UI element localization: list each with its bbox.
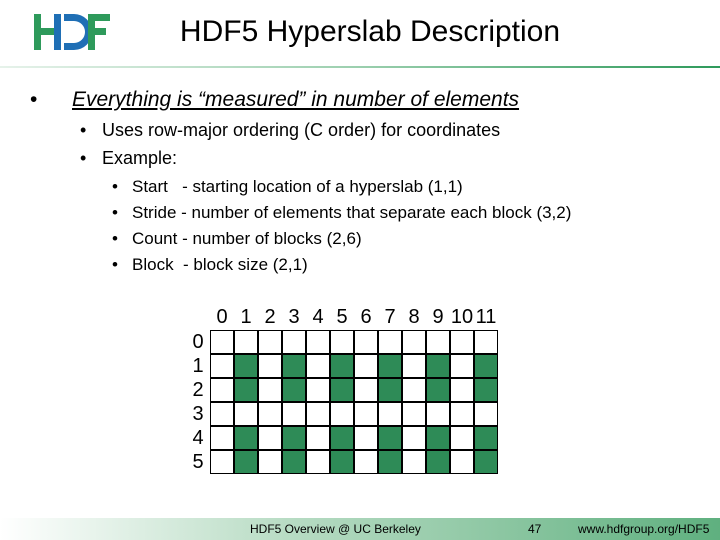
selected-grid-cell (234, 426, 258, 450)
column-index-label: 8 (408, 306, 420, 328)
grid-cell (450, 330, 474, 354)
column-index-label: 10 (450, 306, 474, 328)
bullet-dot: • (112, 177, 118, 196)
example-item (112, 229, 362, 249)
grid-cell (402, 330, 426, 354)
grid-cell (234, 330, 258, 354)
grid-cell (258, 354, 282, 378)
sub-bullet (80, 148, 177, 169)
grid-cell (258, 402, 282, 426)
grid-cell (450, 402, 474, 426)
row-index-label: 3 (192, 403, 204, 425)
row-index-label: 5 (192, 451, 204, 473)
grid-cell (306, 354, 330, 378)
column-index-label: 5 (336, 306, 348, 328)
grid-cell (402, 402, 426, 426)
selected-grid-cell (426, 450, 450, 474)
example-item (112, 255, 308, 275)
example-item-text: Block - block size (2,1) (132, 255, 308, 274)
selected-grid-cell (282, 450, 306, 474)
row-index-label: 0 (192, 331, 204, 353)
selected-grid-cell (474, 450, 498, 474)
selected-grid-cell (474, 354, 498, 378)
bullet-dot: • (80, 148, 87, 168)
row-index-label: 4 (192, 427, 204, 449)
grid-cell (450, 354, 474, 378)
selected-grid-cell (474, 378, 498, 402)
column-index-labels (0, 306, 720, 330)
grid-cell (402, 378, 426, 402)
column-index-label: 2 (264, 306, 276, 328)
hdf-logo (32, 10, 112, 54)
grid-cell (426, 330, 450, 354)
bullet-dot: • (112, 203, 118, 222)
grid-cell (354, 426, 378, 450)
selected-grid-cell (282, 426, 306, 450)
footer-left: HDF5 Overview @ UC Berkeley (250, 522, 421, 536)
main-bullet-text: Everything is “measured” in number of elements (72, 88, 520, 111)
selected-grid-cell (426, 354, 450, 378)
row-index-label: 2 (192, 379, 204, 401)
grid-cell (450, 450, 474, 474)
row-index-label: 1 (192, 355, 204, 377)
column-index-label: 9 (432, 306, 444, 328)
selected-grid-cell (330, 426, 354, 450)
grid-cell (258, 330, 282, 354)
grid-cell (402, 450, 426, 474)
selected-grid-cell (330, 378, 354, 402)
grid-cell (210, 378, 234, 402)
example-item (112, 203, 571, 223)
grid-cell (330, 402, 354, 426)
bullet-dot: • (30, 88, 38, 111)
grid-cell (210, 330, 234, 354)
grid-cell (282, 330, 306, 354)
grid-cell (354, 330, 378, 354)
selected-grid-cell (378, 378, 402, 402)
grid-cell (378, 402, 402, 426)
grid-cell (210, 402, 234, 426)
selected-grid-cell (330, 354, 354, 378)
title-divider (0, 66, 720, 68)
selected-grid-cell (234, 354, 258, 378)
column-index-label: 7 (384, 306, 396, 328)
grid-cell (258, 450, 282, 474)
grid-cell (258, 378, 282, 402)
column-index-label: 6 (360, 306, 372, 328)
selected-grid-cell (378, 426, 402, 450)
grid-cell (282, 402, 306, 426)
selected-grid-cell (330, 450, 354, 474)
footer-url: www.hdfgroup.org/HDF5 (578, 522, 710, 536)
grid-cell (210, 354, 234, 378)
grid-cell (306, 426, 330, 450)
grid-cell (450, 426, 474, 450)
grid-cell (378, 330, 402, 354)
row-index-labels (186, 330, 210, 474)
bullet-dot: • (80, 120, 87, 140)
selected-grid-cell (378, 354, 402, 378)
sub-bullet-text: Example: (102, 148, 178, 168)
grid-cell (306, 330, 330, 354)
column-index-label: 3 (288, 306, 300, 328)
grid-cell (402, 426, 426, 450)
grid-cell (306, 378, 330, 402)
grid-cell (306, 450, 330, 474)
sub-bullet-text: Uses row-major ordering (C order) for coordinates (102, 120, 501, 140)
grid-cell (354, 402, 378, 426)
grid-cell (234, 402, 258, 426)
grid-cell (258, 426, 282, 450)
grid-cell (210, 426, 234, 450)
column-index-label: 4 (312, 306, 324, 328)
column-index-label: 1 (240, 306, 252, 328)
bullet-dot: • (112, 255, 118, 274)
grid-cell (426, 402, 450, 426)
grid-cell (354, 378, 378, 402)
grid-cell (306, 402, 330, 426)
example-item (112, 177, 463, 197)
column-index-label: 0 (216, 306, 228, 328)
selected-grid-cell (282, 378, 306, 402)
bullet-dot: • (112, 229, 118, 248)
slide-title: HDF5 Hyperslab Description (179, 15, 561, 48)
grid-cell (354, 450, 378, 474)
column-index-label: 11 (475, 306, 497, 328)
grid-cell (474, 402, 498, 426)
grid-cell (402, 354, 426, 378)
sub-bullet (80, 120, 500, 141)
selected-grid-cell (234, 450, 258, 474)
selected-grid-cell (426, 426, 450, 450)
selected-grid-cell (474, 426, 498, 450)
selected-grid-cell (282, 354, 306, 378)
example-item-text: Count - number of blocks (2,6) (132, 229, 362, 248)
grid-cell (474, 330, 498, 354)
selected-grid-cell (234, 378, 258, 402)
grid-cell (210, 450, 234, 474)
grid-cell (354, 354, 378, 378)
selected-grid-cell (378, 450, 402, 474)
hyperslab-grid (210, 330, 498, 474)
grid-cell (330, 330, 354, 354)
example-item-text: Stride - number of elements that separate each block (3,2) (132, 203, 572, 222)
page-number: 47 (528, 522, 542, 536)
grid-cell (450, 378, 474, 402)
example-item-text: Start - starting location of a hyperslab (1,1) (132, 177, 463, 196)
selected-grid-cell (426, 378, 450, 402)
main-bullet (30, 88, 519, 112)
